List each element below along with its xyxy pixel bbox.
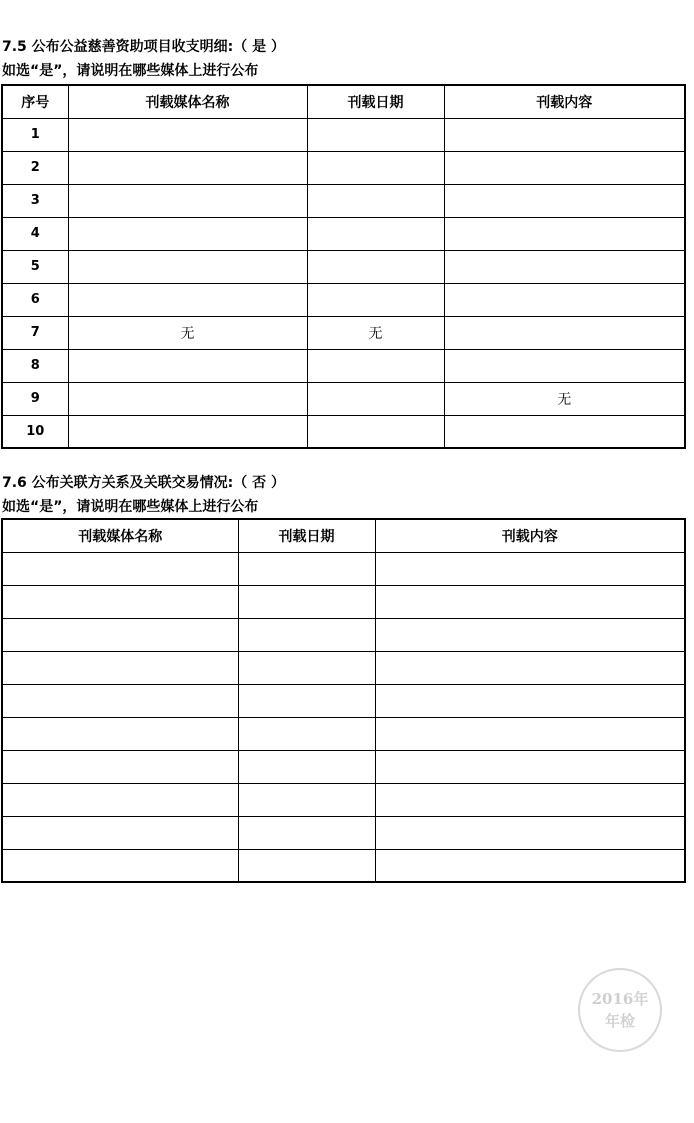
table-cell	[375, 849, 685, 882]
table-cell	[444, 151, 685, 184]
table-cell	[238, 816, 375, 849]
table-cell: 9	[2, 382, 68, 415]
table-cell	[68, 184, 307, 217]
header-media-name: 刊载媒体名称	[68, 85, 307, 118]
table-cell: 2	[2, 151, 68, 184]
table-cell	[375, 552, 685, 585]
header-date: 刊载日期	[238, 519, 375, 552]
table-cell	[375, 651, 685, 684]
header-date: 刊载日期	[307, 85, 444, 118]
table-cell: 7	[2, 316, 68, 349]
table-cell	[444, 283, 685, 316]
table-cell: 8	[2, 349, 68, 382]
table-cell	[68, 349, 307, 382]
table-row	[2, 382, 685, 415]
table-cell	[68, 415, 307, 448]
table-row	[2, 816, 685, 849]
table-cell	[2, 618, 238, 651]
table-cell	[2, 684, 238, 717]
table-cell	[2, 651, 238, 684]
section-7-5-title: 7.5 公布公益慈善资助项目收支明细:（ 是 ）	[2, 39, 286, 55]
table-cell	[68, 217, 307, 250]
table-cell	[307, 184, 444, 217]
table-cell	[375, 816, 685, 849]
table-cell	[375, 585, 685, 618]
media-publication-table-1	[1, 84, 686, 449]
table-cell	[444, 415, 685, 448]
table-cell	[307, 283, 444, 316]
table-cell	[444, 349, 685, 382]
table-cell: 1	[2, 118, 68, 151]
table-row	[2, 618, 685, 651]
table-row	[2, 118, 685, 151]
table-cell: 3	[2, 184, 68, 217]
table-cell	[238, 684, 375, 717]
table-cell: 无	[307, 316, 444, 349]
table-cell	[238, 585, 375, 618]
table-cell	[444, 184, 685, 217]
table-cell	[307, 349, 444, 382]
table-cell: 无	[68, 316, 307, 349]
table-cell	[238, 783, 375, 816]
table-row	[2, 849, 685, 882]
table-cell	[444, 316, 685, 349]
table-cell	[2, 783, 238, 816]
table-cell	[2, 717, 238, 750]
table-header-row	[2, 85, 685, 118]
table-cell	[307, 217, 444, 250]
table-cell	[307, 415, 444, 448]
table-row	[2, 717, 685, 750]
table-row	[2, 217, 685, 250]
table-row	[2, 184, 685, 217]
table-cell	[375, 684, 685, 717]
stamp-year: 2016年	[591, 990, 649, 1008]
table-cell	[68, 382, 307, 415]
header-content: 刊载内容	[375, 519, 685, 552]
table-cell	[2, 750, 238, 783]
table-cell	[307, 118, 444, 151]
table-cell: 10	[2, 415, 68, 448]
table-cell: 5	[2, 250, 68, 283]
table-cell	[307, 151, 444, 184]
header-media-name: 刊载媒体名称	[2, 519, 238, 552]
table-row	[2, 750, 685, 783]
table-cell	[375, 783, 685, 816]
table-row	[2, 651, 685, 684]
table-row	[2, 316, 685, 349]
section-7-5-note: 如选“是”，请说明在哪些媒体上进行公布	[2, 63, 259, 79]
header-index: 序号	[2, 85, 68, 118]
stamp-label: 年检	[604, 1012, 635, 1030]
header-content: 刊载内容	[444, 85, 685, 118]
table-cell	[307, 382, 444, 415]
table-cell	[238, 552, 375, 585]
table-row	[2, 283, 685, 316]
table-row	[2, 684, 685, 717]
table-header-row	[2, 519, 685, 552]
table-cell	[444, 118, 685, 151]
table-cell	[2, 585, 238, 618]
table-row	[2, 552, 685, 585]
table-cell	[444, 217, 685, 250]
table-cell	[307, 250, 444, 283]
table-cell	[444, 250, 685, 283]
table-cell	[68, 151, 307, 184]
table-cell	[375, 618, 685, 651]
table-cell	[68, 118, 307, 151]
table-cell	[2, 849, 238, 882]
table-row	[2, 585, 685, 618]
annual-inspection-stamp	[578, 968, 662, 1052]
table-row	[2, 349, 685, 382]
table-cell	[2, 552, 238, 585]
table-row	[2, 783, 685, 816]
table-cell	[375, 717, 685, 750]
table-cell	[238, 651, 375, 684]
table-cell: 6	[2, 283, 68, 316]
section-7-6-title: 7.6 公布关联方关系及关联交易情况:（ 否 ）	[2, 475, 286, 491]
table-row	[2, 415, 685, 448]
table-cell: 4	[2, 217, 68, 250]
table-cell: 无	[444, 382, 685, 415]
table-cell	[238, 717, 375, 750]
table-cell	[2, 816, 238, 849]
table-cell	[68, 283, 307, 316]
table-cell	[68, 250, 307, 283]
table-cell	[375, 750, 685, 783]
media-publication-table-2	[1, 518, 686, 883]
table-cell	[238, 618, 375, 651]
table-row	[2, 151, 685, 184]
table-row	[2, 250, 685, 283]
section-7-6-note: 如选“是”，请说明在哪些媒体上进行公布	[2, 499, 259, 515]
table-cell	[238, 750, 375, 783]
table-cell	[238, 849, 375, 882]
